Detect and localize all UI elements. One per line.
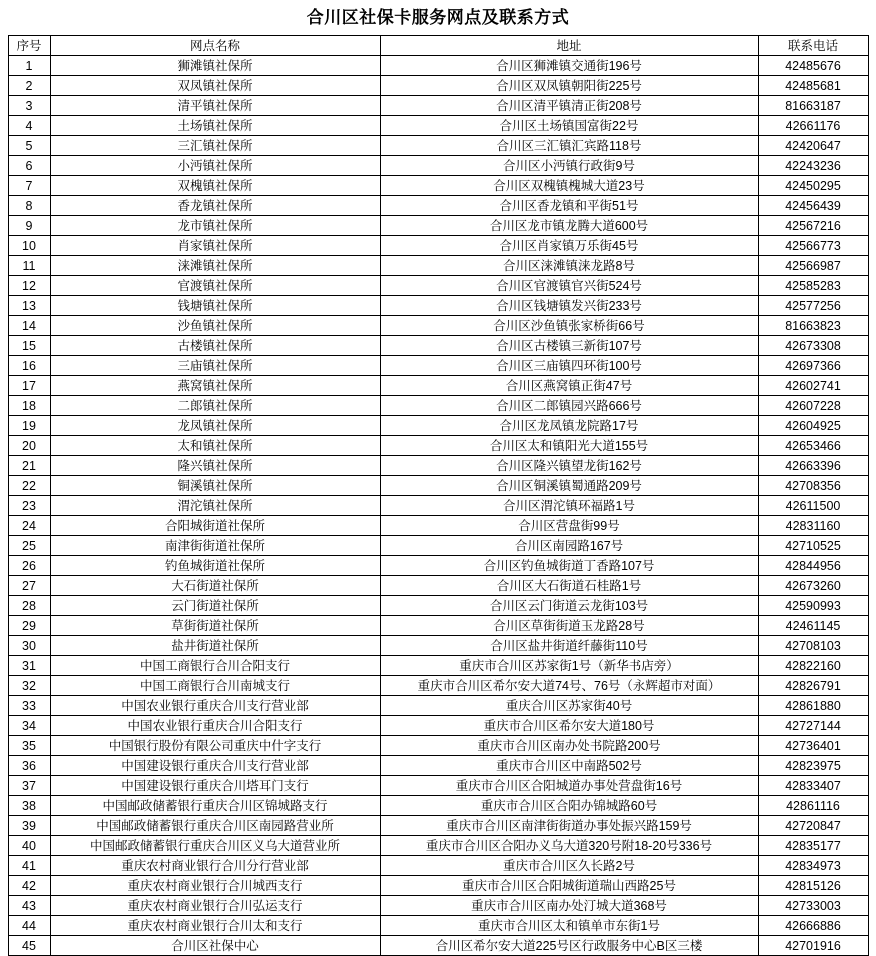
cell-outlet-name: 重庆农村商业银行合川城西支行 [50, 876, 380, 896]
cell-address: 合川区狮滩镇交通街196号 [380, 56, 758, 76]
cell-phone: 42566987 [758, 256, 868, 276]
table-row [8, 456, 868, 476]
cell-index: 6 [8, 156, 50, 176]
table-row [8, 796, 868, 816]
cell-index: 38 [8, 796, 50, 816]
cell-address: 重庆市合川区合阳办义乌大道320号附18-20号336号 [380, 836, 758, 856]
cell-phone: 42736401 [758, 736, 868, 756]
table-row [8, 176, 868, 196]
cell-outlet-name: 大石街道社保所 [50, 576, 380, 596]
cell-phone: 42733003 [758, 896, 868, 916]
table-row [8, 76, 868, 96]
cell-address: 合川区三汇镇汇宾路118号 [380, 136, 758, 156]
cell-outlet-name: 中国邮政储蓄银行重庆合川区义乌大道营业所 [50, 836, 380, 856]
cell-index: 33 [8, 696, 50, 716]
cell-index: 39 [8, 816, 50, 836]
table-row [8, 376, 868, 396]
table-row [8, 316, 868, 336]
cell-outlet-name: 太和镇社保所 [50, 436, 380, 456]
table-row [8, 336, 868, 356]
cell-index: 21 [8, 456, 50, 476]
cell-phone: 42602741 [758, 376, 868, 396]
cell-address: 重庆市合川区太和镇单市东街1号 [380, 916, 758, 936]
cell-outlet-name: 二郎镇社保所 [50, 396, 380, 416]
cell-outlet-name: 双槐镇社保所 [50, 176, 380, 196]
cell-index: 5 [8, 136, 50, 156]
cell-phone: 42815126 [758, 876, 868, 896]
cell-index: 37 [8, 776, 50, 796]
cell-outlet-name: 合阳城街道社保所 [50, 516, 380, 536]
cell-index: 36 [8, 756, 50, 776]
cell-outlet-name: 沙鱼镇社保所 [50, 316, 380, 336]
cell-index: 4 [8, 116, 50, 136]
cell-index: 32 [8, 676, 50, 696]
cell-address: 合川区太和镇阳光大道155号 [380, 436, 758, 456]
cell-address: 合川区清平镇清正街208号 [380, 96, 758, 116]
cell-phone: 42673260 [758, 576, 868, 596]
cell-phone: 42710525 [758, 536, 868, 556]
cell-outlet-name: 草街街道社保所 [50, 616, 380, 636]
cell-address: 合川区双凤镇朝阳街225号 [380, 76, 758, 96]
cell-outlet-name: 中国银行股份有限公司重庆中什字支行 [50, 736, 380, 756]
cell-phone: 42585283 [758, 276, 868, 296]
table-row [8, 656, 868, 676]
cell-outlet-name: 云门街道社保所 [50, 596, 380, 616]
cell-outlet-name: 南津街街道社保所 [50, 536, 380, 556]
cell-phone: 42727144 [758, 716, 868, 736]
cell-address: 合川区钓鱼城街道丁香路107号 [380, 556, 758, 576]
cell-outlet-name: 中国工商银行合川合阳支行 [50, 656, 380, 676]
cell-index: 40 [8, 836, 50, 856]
table-row [8, 476, 868, 496]
cell-phone: 42485676 [758, 56, 868, 76]
cell-phone: 42607228 [758, 396, 868, 416]
cell-outlet-name: 中国农业银行重庆合川支行营业部 [50, 696, 380, 716]
cell-index: 25 [8, 536, 50, 556]
table-row [8, 256, 868, 276]
table-row [8, 236, 868, 256]
table-row [8, 156, 868, 176]
cell-phone: 42661176 [758, 116, 868, 136]
cell-phone: 42567216 [758, 216, 868, 236]
table-row [8, 856, 868, 876]
cell-phone: 42420647 [758, 136, 868, 156]
table-row [8, 536, 868, 556]
table-row [8, 356, 868, 376]
cell-index: 31 [8, 656, 50, 676]
table-row [8, 676, 868, 696]
cell-outlet-name: 中国建设银行重庆合川塔耳门支行 [50, 776, 380, 796]
column-header-phone: 联系电话 [758, 36, 868, 56]
cell-index: 3 [8, 96, 50, 116]
cell-outlet-name: 涞滩镇社保所 [50, 256, 380, 276]
cell-phone: 42861116 [758, 796, 868, 816]
cell-outlet-name: 重庆农村商业银行合川弘运支行 [50, 896, 380, 916]
cell-address: 重庆市合川区合阳城道办事处营盘街16号 [380, 776, 758, 796]
cell-phone: 42826791 [758, 676, 868, 696]
cell-address: 合川区双槐镇槐城大道23号 [380, 176, 758, 196]
cell-phone: 42861880 [758, 696, 868, 716]
cell-phone: 42485681 [758, 76, 868, 96]
cell-outlet-name: 隆兴镇社保所 [50, 456, 380, 476]
cell-outlet-name: 小沔镇社保所 [50, 156, 380, 176]
cell-phone: 42604925 [758, 416, 868, 436]
cell-address: 合川区希尔安大道225号区行政服务中心B区三楼 [380, 936, 758, 956]
cell-phone: 81663187 [758, 96, 868, 116]
cell-phone: 42835177 [758, 836, 868, 856]
table-row [8, 776, 868, 796]
cell-address: 合川区铜溪镇蜀通路209号 [380, 476, 758, 496]
cell-address: 重庆市合川区希尔安大道74号、76号（永辉超市对面） [380, 676, 758, 696]
cell-phone: 42566773 [758, 236, 868, 256]
cell-phone: 42461145 [758, 616, 868, 636]
cell-address: 合川区三庙镇四环街100号 [380, 356, 758, 376]
cell-outlet-name: 香龙镇社保所 [50, 196, 380, 216]
cell-phone: 42673308 [758, 336, 868, 356]
cell-index: 44 [8, 916, 50, 936]
cell-address: 合川区沙鱼镇张家桥街66号 [380, 316, 758, 336]
table-row [8, 56, 868, 76]
cell-address: 合川区盐井街道纤藤街110号 [380, 636, 758, 656]
table-row [8, 496, 868, 516]
cell-index: 7 [8, 176, 50, 196]
cell-outlet-name: 三汇镇社保所 [50, 136, 380, 156]
cell-address: 合川区香龙镇和平街51号 [380, 196, 758, 216]
cell-address: 重庆市合川区希尔安大道180号 [380, 716, 758, 736]
table-row [8, 616, 868, 636]
table-row [8, 716, 868, 736]
cell-outlet-name: 中国邮政储蓄银行重庆合川区南园路营业所 [50, 816, 380, 836]
cell-address: 合川区小沔镇行政街9号 [380, 156, 758, 176]
cell-phone: 42834973 [758, 856, 868, 876]
cell-index: 29 [8, 616, 50, 636]
table-row [8, 736, 868, 756]
table-row [8, 296, 868, 316]
cell-phone: 42697366 [758, 356, 868, 376]
cell-phone: 42708103 [758, 636, 868, 656]
cell-index: 45 [8, 936, 50, 956]
cell-phone: 42653466 [758, 436, 868, 456]
cell-index: 35 [8, 736, 50, 756]
cell-phone: 42708356 [758, 476, 868, 496]
cell-address: 合川区南园路167号 [380, 536, 758, 556]
table-row [8, 596, 868, 616]
table-row [8, 116, 868, 136]
cell-index: 14 [8, 316, 50, 336]
cell-address: 合川区大石街道石桂路1号 [380, 576, 758, 596]
cell-index: 23 [8, 496, 50, 516]
table-row [8, 576, 868, 596]
cell-address: 合川区云门街道云龙街103号 [380, 596, 758, 616]
cell-address: 合川区营盘街99号 [380, 516, 758, 536]
cell-address: 重庆市合川区南办处书院路200号 [380, 736, 758, 756]
table-row [8, 916, 868, 936]
cell-outlet-name: 肖家镇社保所 [50, 236, 380, 256]
cell-phone: 42577256 [758, 296, 868, 316]
table-row [8, 416, 868, 436]
cell-index: 12 [8, 276, 50, 296]
cell-phone: 42720847 [758, 816, 868, 836]
table-row [8, 876, 868, 896]
cell-outlet-name: 重庆农村商业银行合川分行营业部 [50, 856, 380, 876]
cell-phone: 42590993 [758, 596, 868, 616]
cell-index: 13 [8, 296, 50, 316]
cell-phone: 42666886 [758, 916, 868, 936]
cell-address: 重庆市合川区久长路2号 [380, 856, 758, 876]
cell-outlet-name: 铜溪镇社保所 [50, 476, 380, 496]
table-row [8, 696, 868, 716]
column-header-address: 地址 [380, 36, 758, 56]
cell-index: 41 [8, 856, 50, 876]
cell-outlet-name: 钓鱼城街道社保所 [50, 556, 380, 576]
cell-index: 18 [8, 396, 50, 416]
cell-index: 17 [8, 376, 50, 396]
cell-outlet-name: 中国农业银行重庆合川合阳支行 [50, 716, 380, 736]
cell-outlet-name: 古楼镇社保所 [50, 336, 380, 356]
table-row [8, 636, 868, 656]
cell-phone: 42450295 [758, 176, 868, 196]
cell-outlet-name: 官渡镇社保所 [50, 276, 380, 296]
table-row [8, 276, 868, 296]
cell-phone: 81663823 [758, 316, 868, 336]
cell-outlet-name: 盐井街道社保所 [50, 636, 380, 656]
cell-address: 合川区燕窝镇正街47号 [380, 376, 758, 396]
cell-address: 重庆市合川区合阳城街道瑞山西路25号 [380, 876, 758, 896]
cell-address: 合川区渭沱镇环福路1号 [380, 496, 758, 516]
cell-address: 合川区钱塘镇发兴街233号 [380, 296, 758, 316]
cell-outlet-name: 合川区社保中心 [50, 936, 380, 956]
table-row [8, 836, 868, 856]
cell-phone: 42663396 [758, 456, 868, 476]
cell-address: 重庆合川区苏家街40号 [380, 696, 758, 716]
table-row [8, 436, 868, 456]
table-row [8, 96, 868, 116]
table-header [8, 36, 868, 56]
cell-outlet-name: 双凤镇社保所 [50, 76, 380, 96]
cell-phone: 42844956 [758, 556, 868, 576]
table-row [8, 936, 868, 956]
cell-outlet-name: 清平镇社保所 [50, 96, 380, 116]
cell-outlet-name: 渭沱镇社保所 [50, 496, 380, 516]
cell-index: 28 [8, 596, 50, 616]
cell-address: 合川区龙凤镇龙院路17号 [380, 416, 758, 436]
table-header-row [8, 36, 868, 56]
cell-outlet-name: 三庙镇社保所 [50, 356, 380, 376]
table-row [8, 516, 868, 536]
cell-phone: 42822160 [758, 656, 868, 676]
cell-address: 合川区涞滩镇涞龙路8号 [380, 256, 758, 276]
cell-index: 24 [8, 516, 50, 536]
cell-address: 重庆市合川区合阳办锦城路60号 [380, 796, 758, 816]
cell-address: 合川区龙市镇龙腾大道600号 [380, 216, 758, 236]
cell-outlet-name: 钱塘镇社保所 [50, 296, 380, 316]
cell-outlet-name: 土场镇社保所 [50, 116, 380, 136]
cell-address: 合川区土场镇国富街22号 [380, 116, 758, 136]
table-row [8, 196, 868, 216]
table-row [8, 556, 868, 576]
cell-index: 22 [8, 476, 50, 496]
cell-outlet-name: 龙市镇社保所 [50, 216, 380, 236]
table-row [8, 396, 868, 416]
cell-index: 30 [8, 636, 50, 656]
table-row [8, 816, 868, 836]
cell-phone: 42701916 [758, 936, 868, 956]
column-header-outlet-name: 网点名称 [50, 36, 380, 56]
cell-outlet-name: 中国工商银行合川南城支行 [50, 676, 380, 696]
cell-address: 重庆市合川区南办处汀城大道368号 [380, 896, 758, 916]
cell-address: 合川区古楼镇三新街107号 [380, 336, 758, 356]
cell-address: 重庆市合川区苏家街1号（新华书店旁） [380, 656, 758, 676]
cell-outlet-name: 燕窝镇社保所 [50, 376, 380, 396]
service-outlets-table [8, 35, 869, 956]
cell-outlet-name: 中国邮政储蓄银行重庆合川区锦城路支行 [50, 796, 380, 816]
page-title: 合川区社保卡服务网点及联系方式 [306, 8, 570, 27]
cell-index: 42 [8, 876, 50, 896]
cell-index: 2 [8, 76, 50, 96]
cell-address: 重庆市合川区南津街街道办事处振兴路159号 [380, 816, 758, 836]
table-row [8, 216, 868, 236]
cell-phone: 42243236 [758, 156, 868, 176]
cell-index: 43 [8, 896, 50, 916]
cell-index: 1 [8, 56, 50, 76]
cell-phone: 42833407 [758, 776, 868, 796]
cell-address: 合川区肖家镇万乐街45号 [380, 236, 758, 256]
cell-phone: 42611500 [758, 496, 868, 516]
cell-index: 19 [8, 416, 50, 436]
table-row [8, 756, 868, 776]
cell-outlet-name: 狮滩镇社保所 [50, 56, 380, 76]
cell-outlet-name: 龙凤镇社保所 [50, 416, 380, 436]
cell-index: 27 [8, 576, 50, 596]
cell-index: 34 [8, 716, 50, 736]
cell-address: 合川区官渡镇官兴街524号 [380, 276, 758, 296]
cell-phone: 42823975 [758, 756, 868, 776]
table-body [8, 56, 868, 956]
cell-outlet-name: 中国建设银行重庆合川支行营业部 [50, 756, 380, 776]
cell-index: 8 [8, 196, 50, 216]
cell-index: 20 [8, 436, 50, 456]
cell-index: 26 [8, 556, 50, 576]
table-row [8, 136, 868, 156]
cell-index: 10 [8, 236, 50, 256]
cell-index: 9 [8, 216, 50, 236]
cell-address: 重庆市合川区中南路502号 [380, 756, 758, 776]
cell-address: 合川区隆兴镇望龙街162号 [380, 456, 758, 476]
cell-address: 合川区草街街道玉龙路28号 [380, 616, 758, 636]
cell-index: 16 [8, 356, 50, 376]
cell-outlet-name: 重庆农村商业银行合川太和支行 [50, 916, 380, 936]
cell-address: 合川区二郎镇园兴路666号 [380, 396, 758, 416]
cell-index: 11 [8, 256, 50, 276]
cell-phone: 42831160 [758, 516, 868, 536]
cell-phone: 42456439 [758, 196, 868, 216]
cell-index: 15 [8, 336, 50, 356]
column-header-index: 序号 [8, 36, 50, 56]
